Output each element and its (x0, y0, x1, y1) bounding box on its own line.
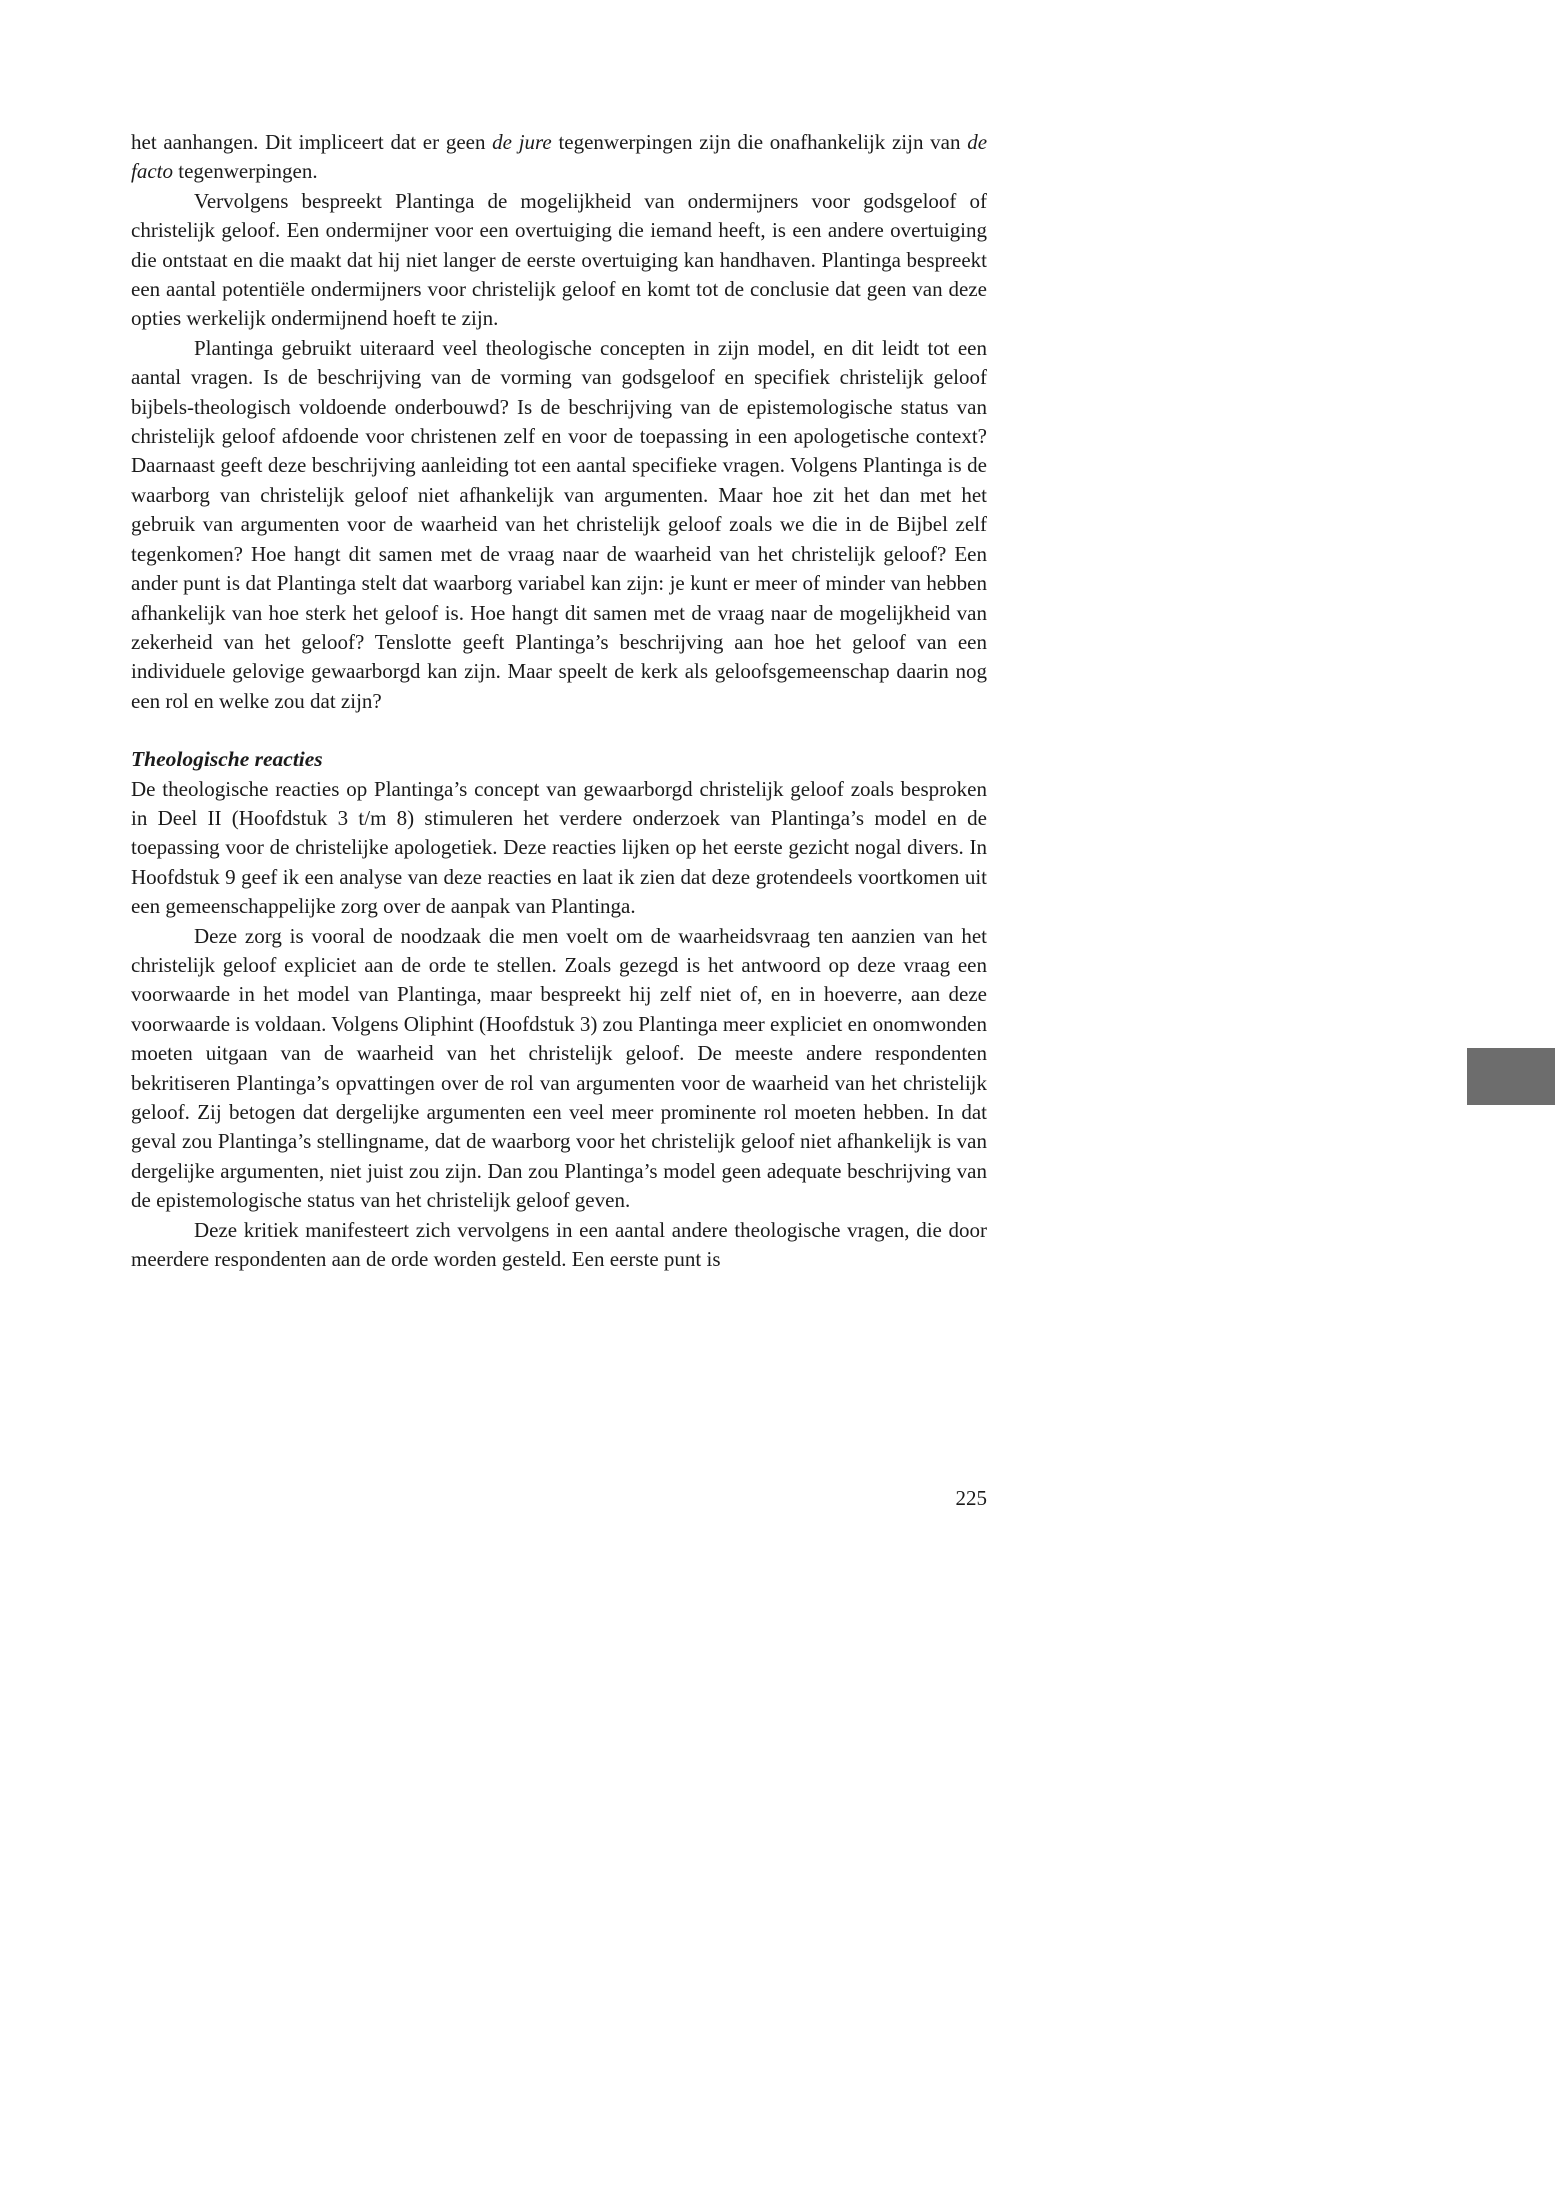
page-number: 225 (955, 1486, 987, 1510)
paragraph-text: tegenwerpingen zijn die onafhankelijk zijn van (551, 130, 968, 154)
paragraph: De theologische reacties op Plantinga’s concept van gewaarborgd christelijk geloof zoals besproken in Deel II (Hoofdstuk 3 t/m 8) stimuleren het verdere onderzoek van Plantinga’s model en de toepassing voor de christelijke apologetiek. Deze reacties lijken op het eerste gezicht nogal divers. In Hoofdstuk 9 geef ik een analyse van deze reacties en laat ik zien dat deze grotendeels voortkomen uit een gemeenschappelijke zorg over de aanpak van Plantinga. (131, 776, 987, 919)
italic-term-de-facto: de facto (131, 130, 988, 184)
italic-term-de-jure: de jure (492, 130, 552, 154)
text-column (131, 128, 987, 1274)
paragraph: Deze zorg is vooral de noodzaak die men voelt om de waarheidsvraag ten aanzien van het christelijk geloof expliciet aan de orde te stellen. Zoals gezegd is het antwoord op deze vraag een voorwaarde in het model van Plantinga, maar bespreekt hij zelf niet of, en in hoeverre, aan deze voorwaarde is voldaan. Volgens Oliphint (Hoofdstuk 3) zou Plantinga meer expliciet en onomwonden moeten uitgaan van de waarheid van het christelijk geloof. De meeste andere respondenten bekritiseren Plantinga’s opvattingen over de rol van argumenten voor de waarheid van het christelijk geloof. Zij betogen dat dergelijke argumenten een veel meer prominente rol moeten hebben. In dat geval zou Plantinga’s stellingname, dat de waarborg voor het christelijk geloof niet afhankelijk is van dergelijke argumenten, niet juist zou zijn. Dan zou Plantinga’s model geen adequate beschrijving van de epistemologische status van het christelijk geloof geven. (131, 923, 987, 1213)
paragraph: Plantinga gebruikt uiteraard veel theologische concepten in zijn model, en dit leidt tot een aantal vragen. Is de beschrijving van de vorming van godsgeloof en specifiek christelijk geloof bijbels-theologisch voldoende onderbouwd? Is de beschrijving van de epistemologische status van christelijk geloof afdoende voor christenen zelf en voor de toepassing in een apologetische context? Daarnaast geeft deze beschrijving aanleiding tot een aantal specifieke vragen. Volgens Plantinga is de waarborg van christelijk geloof niet afhankelijk van argumenten. Maar hoe zit het dan met het gebruik van argumenten voor de waarheid van het christelijk geloof zoals we die in de Bijbel zelf tegenkomen? Hoe hangt dit samen met de vraag naar de waarheid van het christelijk geloof? Een ander punt is dat Plantinga stelt dat waarborg variabel kan zijn: je kunt er meer of minder van hebben afhankelijk van hoe sterk het geloof is. Hoe hangt dit samen met de vraag naar de mogelijkheid van zekerheid van het geloof? Tenslotte geeft Plantinga’s beschrijving aan hoe het geloof van een individuele gelovige gewaarborgd kan zijn. Maar speelt de kerk als geloofsgemeenschap daarin nog een rol en welke zou dat zijn? (131, 335, 987, 713)
chapter-thumb-tab (1467, 1048, 1555, 1105)
paragraph: Vervolgens bespreekt Plantinga de mogelijkheid van ondermijners voor godsgeloof of christelijk geloof. Een ondermijner voor een overtuiging die iemand heeft, is een andere overtuiging die ontstaat en die maakt dat hij niet langer de eerste overtuiging kan handhaven. Plantinga bespreekt een aantal potentiële ondermijners voor christelijk geloof en komt tot de conclusie dat geen van deze opties werkelijk ondermijnend hoeft te zijn. (131, 188, 987, 331)
section-heading: Theologische reacties (131, 747, 323, 772)
paragraph: Deze kritiek manifesteert zich vervolgens in een aantal andere theologische vragen, die door meerdere respondenten aan de orde worden gesteld. Een eerste punt is (131, 1217, 987, 1272)
paragraph-text: tegenwerpingen. (173, 159, 318, 184)
paragraph-text: het aanhangen. Dit impliceert dat er geen (131, 130, 493, 154)
paragraph-continuation (131, 128, 987, 187)
